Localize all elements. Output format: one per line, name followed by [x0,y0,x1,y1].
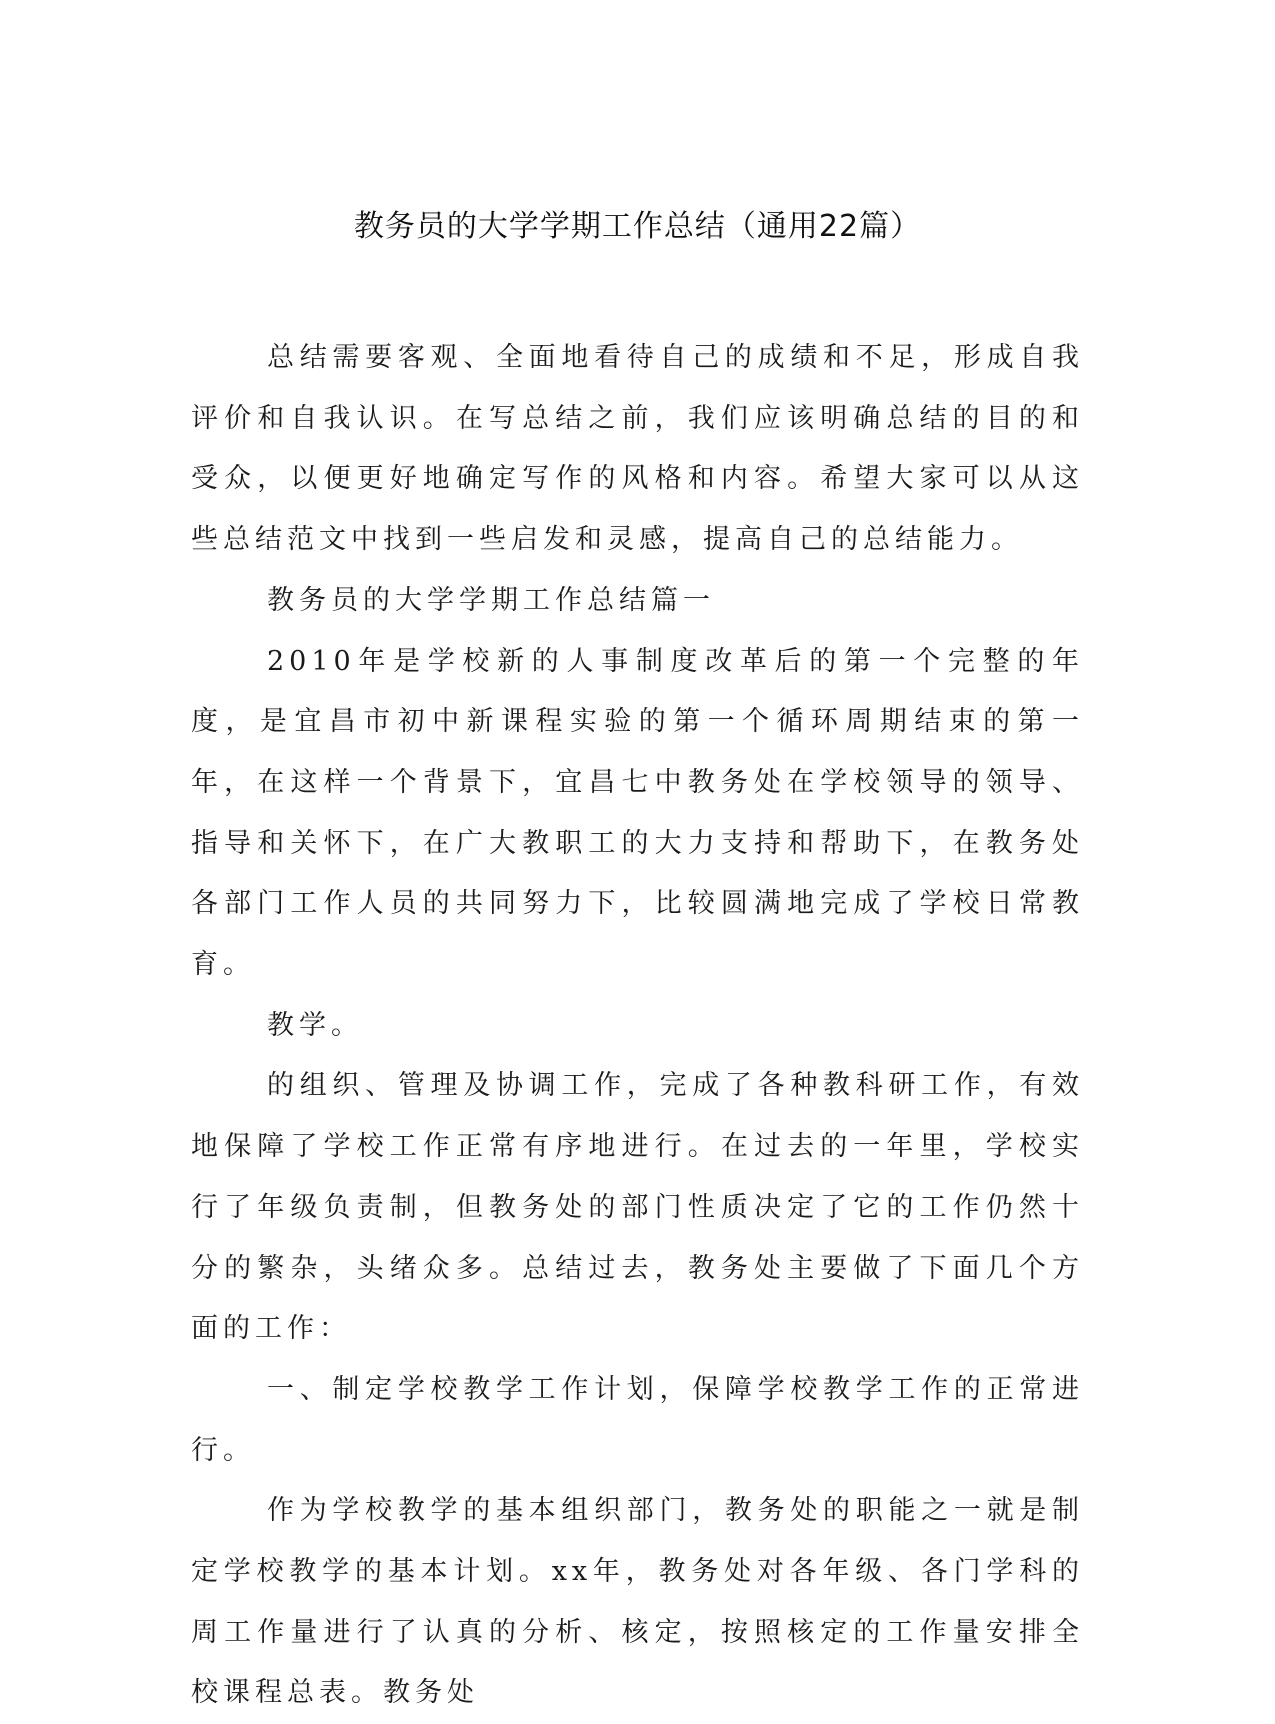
paragraph-organization: 的组织、管理及协调工作，完成了各种教科研工作，有效地保障了学校工作正常有序地进行。在过去的一年里，学校实行了年级负责制，但教务处的部门性质决定了它的工作仍然十分的繁杂，头绪众多。总结过去，教务处主要做了下面几个方面的工作： [191,1070,1084,1345]
paragraph-background: 2010年是学校新的人事制度改革后的第一个完整的年度，是宜昌市初中新课程实验的第一个循环周期结束的第一年，在这样一个背景下，宜昌七中教务处在学校领导的领导、指导和关怀下，在广大教职工的大力支持和帮助下，在教务处各部门工作人员的共同努力下，比较圆满地完成了学校日常教育。 [191,645,1084,981]
paragraph-teaching: 教学。 [267,1009,363,1041]
document-title: 教务员的大学学期工作总结（通用22篇） [353,209,922,244]
paragraph-plan: 作为学校教学的基本组织部门，教务处的职能之一就是制定学校教学的基本计划。xx年，教务处对各年级、各门学科的周工作量进行了认真的分析、核定，按照核定的工作量安排全校课程总表。教务处 [191,1495,1084,1709]
document-body [191,328,1084,1724]
paragraph-section-heading: 教务员的大学学期工作总结篇一 [267,584,715,616]
paragraph-intro: 总结需要客观、全面地看待自己的成绩和不足，形成自我评价和自我认识。在写总结之前，我们应该明确总结的目的和受众，以便更好地确定写作的风格和内容。希望大家可以从这些总结范文中找到一些启发和灵感，提高自己的总结能力。 [191,342,1084,556]
paragraph-item-one: 一、制定学校教学工作计划，保障学校教学工作的正常进行。 [191,1373,1084,1466]
